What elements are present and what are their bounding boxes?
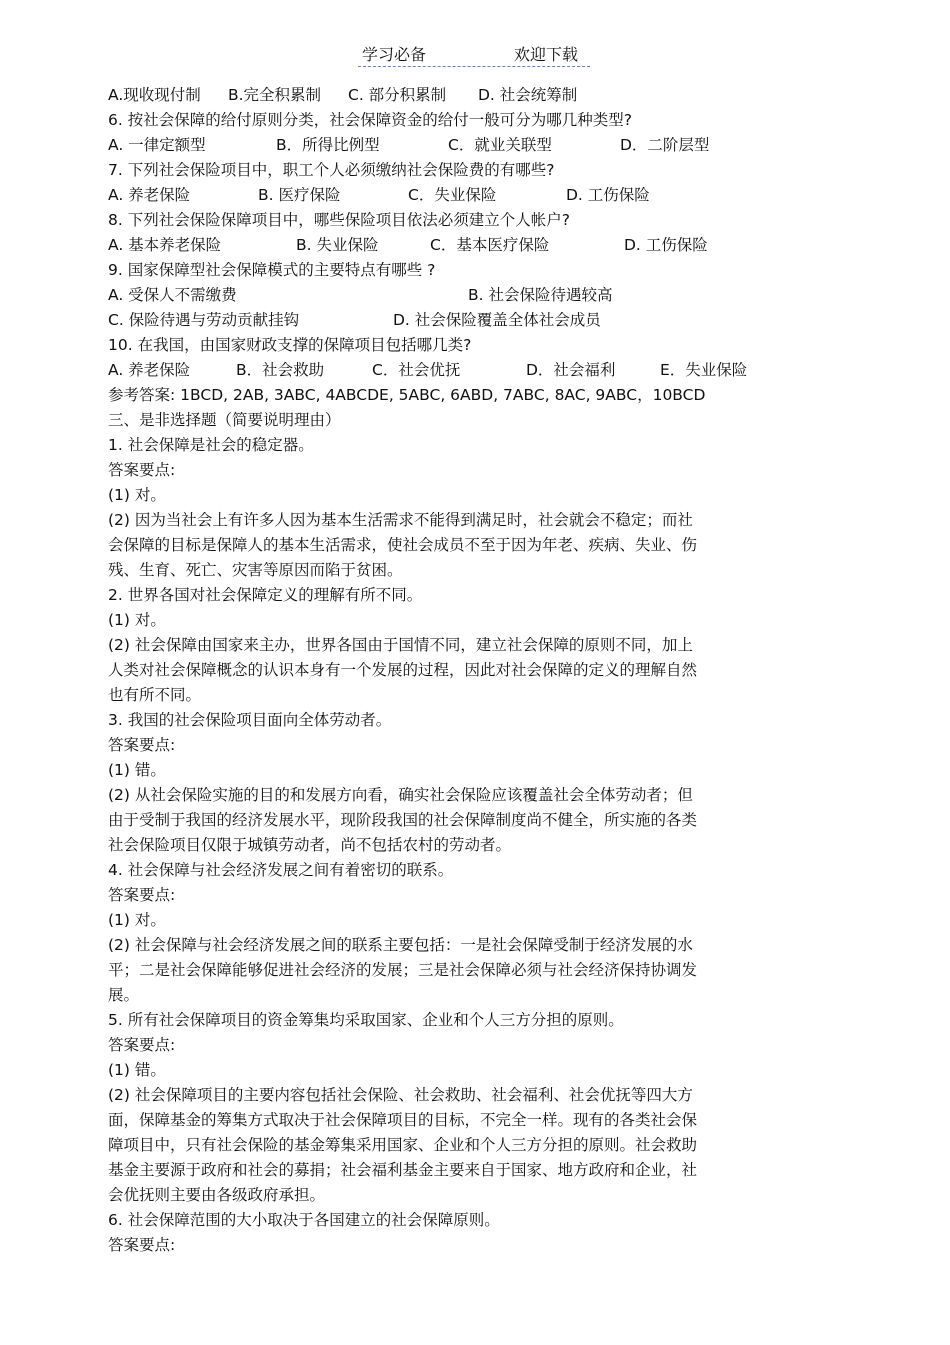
option-text: B．社会救助 (236, 361, 325, 379)
text-line: 障项目中，只有社会保险的基金筹集采用国家、企业和个人三方分担的原则。社会救助 (108, 1136, 698, 1154)
text-line: 人类对社会保障概念的认识本身有一个发展的过程，因此对社会保障的定义的理解自然 (108, 661, 698, 679)
text-line: 答案要点: (108, 736, 176, 754)
text-line: (1) 错。 (108, 1061, 166, 1079)
options-line (108, 83, 808, 108)
text-line: 2. 世界各国对社会保障定义的理解有所不同。 (108, 586, 423, 604)
text-line: 1. 社会保障是社会的稳定器。 (108, 436, 314, 454)
option-text: B．所得比例型 (276, 136, 380, 154)
option-text: B. 医疗保险 (258, 186, 341, 204)
text-line: 4. 社会保障与社会经济发展之间有着密切的联系。 (108, 861, 454, 879)
option-text: D. 工伤保险 (624, 236, 708, 254)
option-text: D．二阶层型 (620, 136, 710, 154)
text-line: 展。 (108, 986, 140, 1004)
text-line: (1) 对。 (108, 486, 166, 504)
option-text: A. 一律定额型 (108, 136, 206, 154)
option-text: E．失业保险 (660, 361, 748, 379)
text-line: 6. 按社会保障的给付原则分类，社会保障资金的给付一般可分为哪几种类型? (108, 111, 632, 129)
text-line: 面，保障基金的筹集方式取决于社会保障项目的目标，不完全一样。现有的各类社会保 (108, 1111, 698, 1129)
option-text: C. 保险待遇与劳动贡献挂钩 (108, 311, 300, 329)
option-text: C．社会优抚 (372, 361, 461, 379)
options-line (108, 133, 808, 158)
text-line: 7. 下列社会保险项目中，职工个人必须缴纳社会保险费的有哪些? (108, 161, 555, 179)
option-text: D. 社会统筹制 (478, 86, 578, 104)
text-line: 平；二是社会保障能够促进社会经济的发展；三是社会保障必须与社会经济保持协调发 (108, 961, 698, 979)
text-line: 10. 在我国，由国家财政支撑的保障项目包括哪几类? (108, 336, 472, 354)
option-text: B.完全积累制 (228, 86, 322, 104)
page-header (358, 42, 590, 67)
header-right-text: 欢迎下载 (514, 45, 579, 64)
header-left-text: 学习必备 (362, 45, 427, 64)
text-line: 参考答案: 1BCD, 2AB, 3ABC, 4ABCDE, 5ABC, 6ABD, 7ABC, 8AC, 9ABC，10BCD (108, 386, 706, 404)
option-text: A. 基本养老保险 (108, 236, 222, 254)
text-line: 9. 国家保障型社会保障模式的主要特点有哪些 ? (108, 261, 436, 279)
options-line (108, 308, 808, 333)
text-line: (2) 社会保障由国家来主办，世界各国由于国情不同，建立社会保障的原则不同，加上 (108, 636, 693, 654)
options-line (108, 283, 808, 308)
text-line: 由于受制于我国的经济发展水平，现阶段我国的社会保障制度尚不健全，所实施的各类 (108, 811, 698, 829)
text-line: 会保障的目标是保障人的基本生活需求，使社会成员不至于因为年老、疾病、失业、伤 (108, 536, 698, 554)
text-line: 8. 下列社会保险保障项目中，哪些保险项目依法必须建立个人帐户? (108, 211, 570, 229)
text-line: (2) 社会保障与社会经济发展之间的联系主要包括：一是社会保障受制于经济发展的水 (108, 936, 693, 954)
option-text: A. 受保人不需缴费 (108, 286, 237, 304)
option-text: A. 养老保险 (108, 186, 191, 204)
text-line: 基金主要源于政府和社会的募捐；社会福利基金主要来自于国家、地方政府和企业，社 (108, 1161, 698, 1179)
text-line: 社会保险项目仅限于城镇劳动者，尚不包括农村的劳动者。 (108, 836, 512, 854)
text-line: 答案要点: (108, 461, 176, 479)
text-line: (2) 因为当社会上有许多人因为基本生活需求不能得到满足时，社会就会不稳定；而社 (108, 511, 693, 529)
text-line: (2) 社会保障项目的主要内容包括社会保险、社会救助、社会福利、社会优抚等四大方 (108, 1086, 693, 1104)
text-line: 答案要点: (108, 1036, 176, 1054)
option-text: A.现收现付制 (108, 86, 201, 104)
option-text: C．失业保险 (408, 186, 497, 204)
option-text: C．就业关联型 (448, 136, 552, 154)
text-line: 会优抚则主要由各级政府承担。 (108, 1186, 326, 1204)
text-line: 也有所不同。 (108, 686, 202, 704)
text-line: (2) 从社会保险实施的目的和发展方向看，确实社会保险应该覆盖社会全体劳动者；但 (108, 786, 693, 804)
option-text: A. 养老保险 (108, 361, 191, 379)
option-text: C. 部分积累制 (348, 86, 447, 104)
text-line: 3. 我国的社会保险项目面向全体劳动者。 (108, 711, 392, 729)
option-text: C．基本医疗保险 (430, 236, 550, 254)
text-line: 6. 社会保障范围的大小取决于各国建立的社会保障原则。 (108, 1211, 500, 1229)
options-line (108, 183, 808, 208)
text-line: (1) 对。 (108, 611, 166, 629)
text-line: (1) 错。 (108, 761, 166, 779)
options-line (108, 358, 808, 383)
option-text: B. 失业保险 (296, 236, 379, 254)
text-line: 残、生育、死亡、灾害等原因而陷于贫困。 (108, 561, 403, 579)
text-line: 答案要点: (108, 1236, 176, 1254)
text-line: 答案要点: (108, 886, 176, 904)
text-line: (1) 对。 (108, 911, 166, 929)
option-text: D．社会福利 (526, 361, 616, 379)
option-text: B. 社会保险待遇较高 (468, 286, 613, 304)
option-text: D. 工伤保险 (566, 186, 650, 204)
options-line (108, 233, 808, 258)
option-text: D. 社会保险覆盖全体社会成员 (393, 311, 601, 329)
text-line: 三、是非选择题（简要说明理由） (108, 411, 341, 429)
text-line: 5. 所有社会保障项目的资金筹集均采取国家、企业和个人三方分担的原则。 (108, 1011, 624, 1029)
